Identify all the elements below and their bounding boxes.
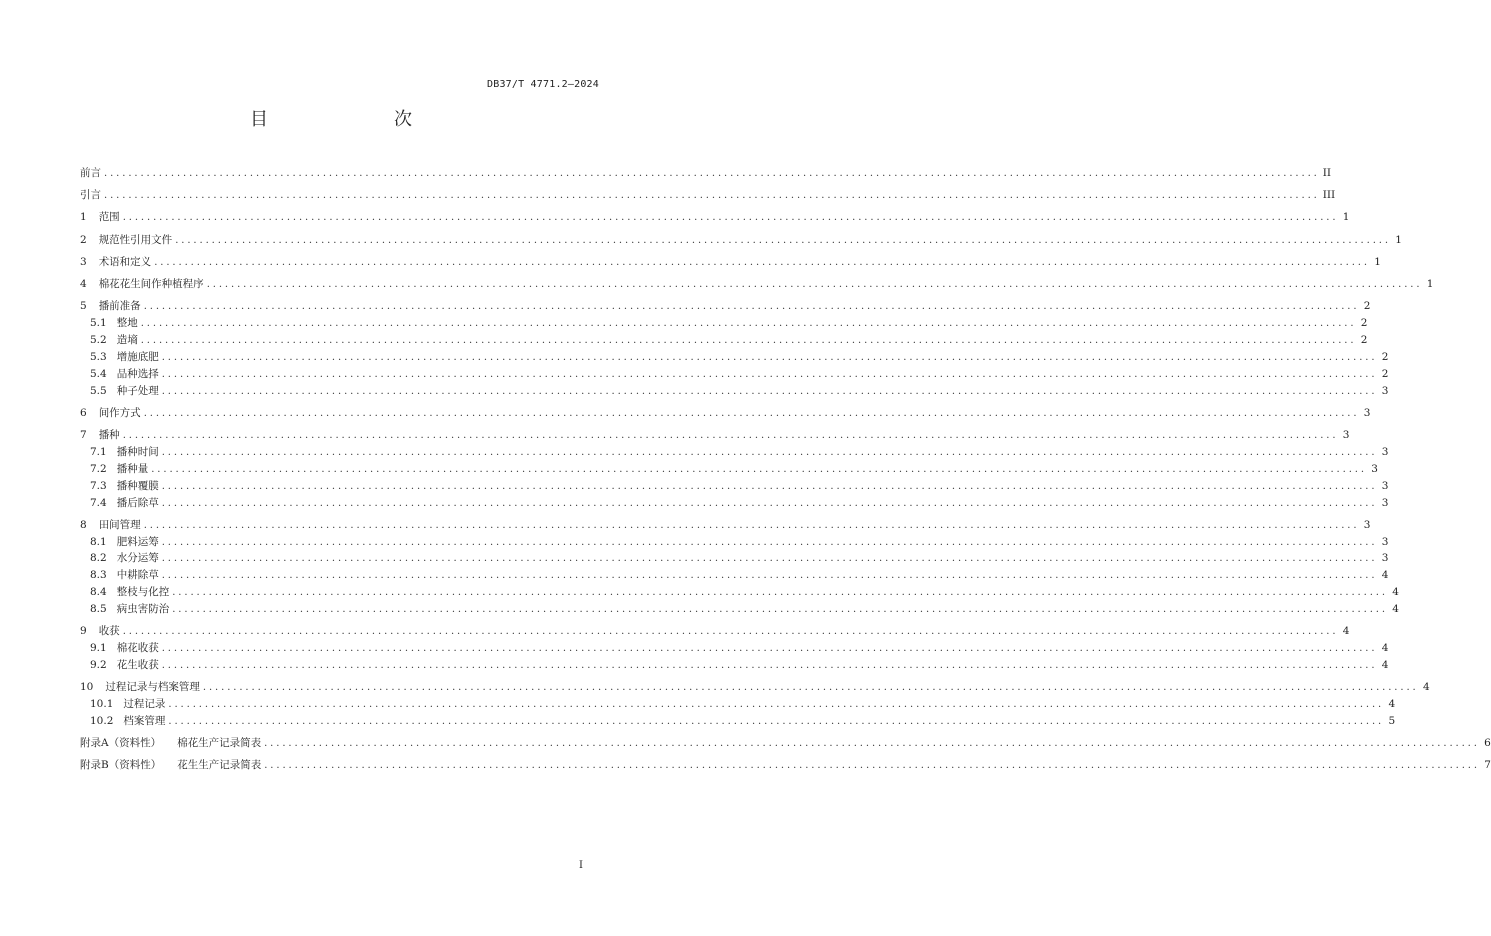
- toc-entry-label: 过程记录: [123, 698, 166, 711]
- toc-entry-page: 1: [1342, 211, 1350, 224]
- toc-entry[interactable]: [80, 623, 1350, 640]
- toc-entry-number: 5.4: [90, 367, 107, 380]
- toc-entry-page: 3: [1381, 552, 1389, 565]
- standard-code: DB37/T 4771.2—2024: [487, 79, 599, 90]
- toc-entry[interactable]: [80, 517, 1371, 534]
- toc-entry-page: II: [1322, 167, 1332, 179]
- dot-leader: ........................................................................................................................................................................................................: [161, 536, 1378, 548]
- dot-leader: ........................................................................................................................................................................................................: [161, 385, 1378, 397]
- toc-entry-page: 3: [1381, 445, 1389, 458]
- dot-leader: ........................................................................................................................................................................................................: [264, 738, 1480, 750]
- toc-entry-page: 3: [1381, 479, 1389, 492]
- toc-entry-label: 田间管理: [98, 518, 141, 531]
- toc-entry[interactable]: [80, 679, 1430, 696]
- toc-entry-page: 2: [1381, 350, 1389, 363]
- dot-leader: ........................................................................................................................................................................................................: [161, 570, 1378, 582]
- dot-leader: ........................................................................................................................................................................................................: [161, 553, 1378, 565]
- toc-entry-number: 5.3: [90, 350, 107, 363]
- toc-entry-page: 4: [1381, 642, 1389, 655]
- dot-leader: ........................................................................................................................................................................................................: [143, 301, 1360, 313]
- toc-entry-number: 附录B（资料性）: [80, 759, 162, 772]
- toc-entry[interactable]: [80, 584, 1399, 601]
- dot-leader: ........................................................................................................................................................................................................: [151, 463, 1367, 475]
- toc-entry-page: 3: [1381, 384, 1389, 397]
- toc-entry-page: III: [1322, 189, 1336, 202]
- toc-entry-number: 6: [80, 406, 87, 419]
- dot-leader: ........................................................................................................................................................................................................: [154, 256, 1370, 268]
- toc-entry-number: 2: [80, 233, 87, 246]
- dot-leader: ........................................................................................................................................................................................................: [175, 234, 1391, 246]
- dot-leader: ........................................................................................................................................................................................................: [161, 351, 1378, 363]
- toc-entry-label: 花生生产记录简表: [177, 759, 262, 772]
- toc-entry-number: 8.1: [90, 535, 107, 548]
- toc-entry[interactable]: [80, 640, 1389, 657]
- toc-entry-label: 病虫害防治: [116, 603, 170, 616]
- toc-entry-page: 6: [1484, 737, 1491, 750]
- dot-leader: ........................................................................................................................................................................................................: [161, 643, 1378, 655]
- toc-entry-page: 1: [1426, 277, 1434, 290]
- toc-entry[interactable]: [80, 383, 1389, 400]
- toc-entry-page: 3: [1381, 535, 1389, 548]
- toc-entry[interactable]: [80, 657, 1389, 674]
- toc-entry-number: 8.2: [90, 552, 107, 565]
- toc-entry[interactable]: [80, 315, 1368, 332]
- toc-entry[interactable]: [80, 232, 1402, 249]
- toc-entry[interactable]: [80, 495, 1389, 512]
- toc-entry-number: 9.1: [90, 642, 107, 655]
- dot-leader: ........................................................................................................................................................................................................: [122, 429, 1339, 441]
- toc-entry[interactable]: [80, 332, 1368, 349]
- toc-entry-page: 5: [1388, 715, 1396, 728]
- toc-entry-number: 8: [80, 518, 87, 531]
- toc-entry-label: 整地: [116, 317, 138, 330]
- toc-entry[interactable]: [80, 254, 1381, 271]
- toc-entry-page: 4: [1422, 681, 1430, 694]
- toc-entry-label: 棉花收获: [116, 642, 159, 655]
- toc-entry-label: 水分运筹: [116, 552, 159, 565]
- dot-leader: ........................................................................................................................................................................................................: [104, 190, 1320, 202]
- dot-leader: ........................................................................................................................................................................................................: [140, 318, 1357, 330]
- toc-entry-number: 7.3: [90, 479, 107, 492]
- toc-entry[interactable]: [80, 534, 1389, 551]
- toc-entry[interactable]: [80, 405, 1371, 422]
- toc-entry-label: 播种量: [116, 462, 149, 475]
- toc-entry[interactable]: [80, 165, 1332, 182]
- toc-entry-number: 1: [80, 211, 87, 224]
- toc-entry-page: 4: [1388, 698, 1396, 711]
- dot-leader: ........................................................................................................................................................................................................: [143, 407, 1360, 419]
- toc-entry-label: 棉花生产记录简表: [177, 737, 262, 750]
- toc-entry-label: 范围: [98, 211, 120, 224]
- dot-leader: ........................................................................................................................................................................................................: [172, 587, 1388, 599]
- toc-entry-number: 5.1: [90, 317, 107, 330]
- toc-entry-page: 3: [1371, 462, 1378, 475]
- toc-entry-number: 10: [80, 681, 94, 694]
- toc-entry-number: 7.1: [90, 445, 107, 458]
- toc-entry-number: 10.1: [90, 698, 114, 711]
- toc-entry-page: 2: [1360, 317, 1368, 330]
- toc-entry-label: 播种覆膜: [116, 479, 159, 492]
- dot-leader: ........................................................................................................................................................................................................: [168, 699, 1385, 711]
- toc-entry-label: 播后除草: [116, 496, 159, 509]
- toc-entry-label: 引言: [80, 189, 101, 202]
- toc-entry[interactable]: [80, 209, 1350, 226]
- dot-leader: ........................................................................................................................................................................................................: [122, 212, 1339, 224]
- dot-leader: ........................................................................................................................................................................................................: [202, 682, 1419, 694]
- toc-entry[interactable]: [80, 276, 1434, 293]
- toc-entry-page: 3: [1381, 496, 1389, 509]
- toc-entry-number: 5.2: [90, 333, 107, 346]
- page-number: I: [579, 860, 583, 871]
- toc-entry-label: 播前准备: [98, 300, 141, 313]
- toc-entry-number: 4: [80, 277, 87, 290]
- dot-leader: ........................................................................................................................................................................................................: [264, 760, 1480, 772]
- toc-entry-label: 整枝与化控: [116, 586, 170, 599]
- toc-entry-page: 3: [1363, 518, 1371, 531]
- toc-entry[interactable]: [80, 444, 1389, 461]
- toc-entry-number: 8.3: [90, 569, 107, 582]
- toc-entry[interactable]: [80, 601, 1399, 618]
- toc-entry-label: 前言: [80, 167, 101, 179]
- dot-leader: ........................................................................................................................................................................................................: [104, 168, 1320, 179]
- table-of-contents: [80, 165, 1491, 774]
- toc-entry-label: 增施底肥: [116, 350, 159, 363]
- toc-entry-label: 肥料运筹: [116, 535, 159, 548]
- toc-entry-page: 2: [1381, 367, 1389, 380]
- toc-entry-number: 7.2: [90, 462, 107, 475]
- toc-entry-label: 过程记录与档案管理: [105, 681, 200, 694]
- toc-entry-label: 种子处理: [116, 384, 159, 397]
- dot-leader: ........................................................................................................................................................................................................: [161, 497, 1378, 509]
- dot-leader: ........................................................................................................................................................................................................: [161, 660, 1378, 672]
- toc-entry-page: 4: [1342, 625, 1350, 638]
- toc-entry-label: 规范性引用文件: [98, 233, 173, 246]
- toc-entry-label: 花生收获: [116, 659, 159, 672]
- toc-entry-page: 4: [1392, 603, 1399, 616]
- toc-entry-label: 间作方式: [98, 406, 141, 419]
- toc-entry[interactable]: [80, 713, 1396, 730]
- toc-entry-page: 4: [1381, 659, 1389, 672]
- toc-entry[interactable]: [80, 550, 1389, 567]
- toc-entry-label: 播种: [98, 428, 120, 441]
- toc-entry-number: 9.2: [90, 659, 107, 672]
- toc-entry-number: 5.5: [90, 384, 107, 397]
- toc-entry-page: 2: [1360, 333, 1368, 346]
- toc-entry-number: 3: [80, 255, 87, 268]
- toc-entry-number: 8.4: [90, 586, 107, 599]
- dot-leader: ........................................................................................................................................................................................................: [172, 604, 1388, 616]
- toc-entry-label: 收获: [98, 625, 120, 638]
- toc-entry-label: 造墒: [116, 333, 138, 346]
- toc-entry-number: 7.4: [90, 496, 107, 509]
- dot-leader: ........................................................................................................................................................................................................: [206, 278, 1423, 290]
- toc-entry[interactable]: [80, 478, 1389, 495]
- dot-leader: ........................................................................................................................................................................................................: [143, 519, 1360, 531]
- dot-leader: ........................................................................................................................................................................................................: [161, 480, 1378, 492]
- toc-entry[interactable]: [80, 298, 1371, 315]
- toc-entry[interactable]: [80, 187, 1336, 204]
- toc-entry-number: 附录A（资料性）: [80, 737, 162, 750]
- toc-entry-page: 4: [1381, 569, 1389, 582]
- toc-entry-page: 7: [1484, 759, 1491, 772]
- toc-entry[interactable]: [80, 757, 1491, 774]
- toc-entry-page: 3: [1363, 406, 1371, 419]
- toc-entry-number: 9: [80, 625, 87, 638]
- toc-entry-page: 2: [1363, 300, 1371, 313]
- toc-entry-page: 1: [1395, 233, 1402, 246]
- toc-entry[interactable]: [80, 567, 1389, 584]
- toc-entry-label: 棉花花生间作种植程序: [98, 277, 204, 290]
- toc-entry-label: 中耕除草: [116, 569, 159, 582]
- toc-entry[interactable]: [80, 349, 1389, 366]
- dot-leader: ........................................................................................................................................................................................................: [122, 626, 1339, 638]
- toc-entry-label: 播种时间: [116, 445, 159, 458]
- toc-entry-label: 档案管理: [123, 715, 166, 728]
- dot-leader: ........................................................................................................................................................................................................: [168, 716, 1385, 728]
- toc-entry-number: 10.2: [90, 715, 114, 728]
- toc-entry-label: 术语和定义: [98, 255, 152, 268]
- toc-entry[interactable]: [80, 735, 1491, 752]
- toc-entry-page: 4: [1392, 586, 1399, 599]
- toc-entry[interactable]: [80, 427, 1350, 444]
- toc-entry-page: 1: [1374, 255, 1381, 268]
- toc-entry[interactable]: [80, 366, 1389, 383]
- dot-leader: ........................................................................................................................................................................................................: [161, 446, 1378, 458]
- toc-entry-number: 8.5: [90, 603, 107, 616]
- toc-entry-number: 7: [80, 428, 87, 441]
- dot-leader: ........................................................................................................................................................................................................: [161, 368, 1378, 380]
- toc-entry[interactable]: [80, 461, 1378, 478]
- page-title: 目 次: [250, 109, 442, 130]
- dot-leader: ........................................................................................................................................................................................................: [140, 334, 1357, 346]
- toc-entry[interactable]: [80, 696, 1396, 713]
- toc-entry-page: 3: [1342, 428, 1350, 441]
- toc-entry-label: 品种选择: [116, 367, 159, 380]
- toc-entry-number: 5: [80, 300, 87, 313]
